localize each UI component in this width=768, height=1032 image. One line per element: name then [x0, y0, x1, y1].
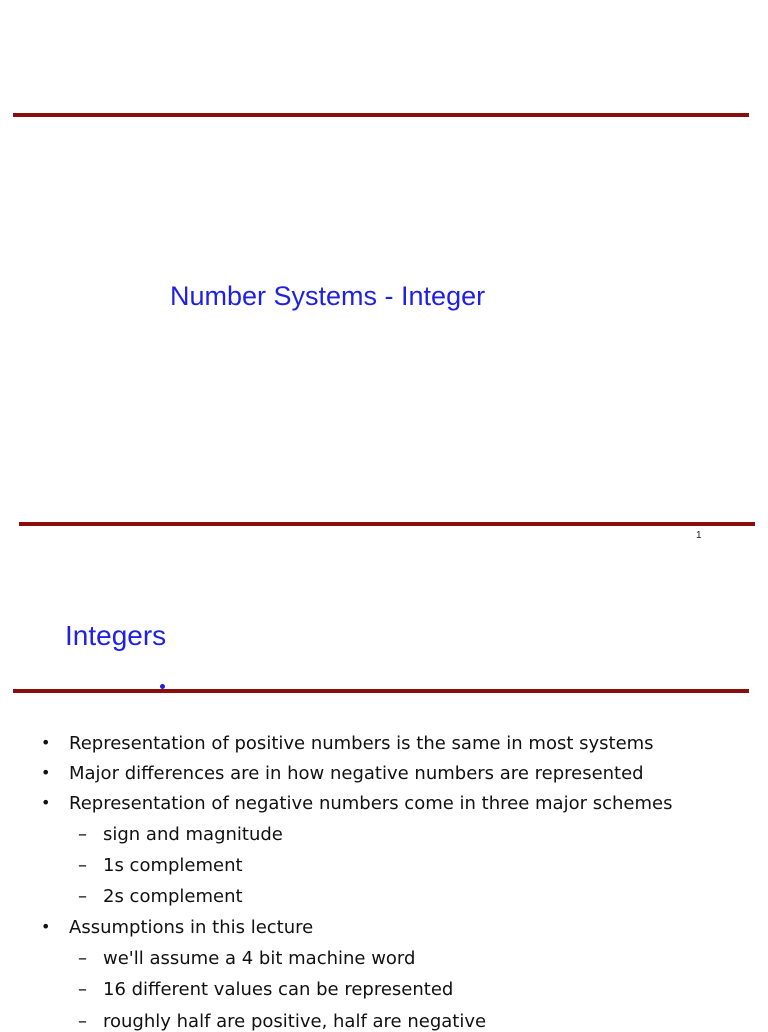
- slide2-title-rule: [13, 689, 749, 693]
- dash-icon: –: [78, 979, 87, 1000]
- slide1-title: Number Systems - Integer: [170, 281, 486, 311]
- dash-icon: –: [78, 1011, 87, 1032]
- slide2-title: Integers: [65, 620, 167, 651]
- bullet-dot-icon: •: [41, 917, 51, 936]
- bullet-dot-icon: •: [41, 763, 51, 782]
- dash-icon: –: [78, 855, 87, 876]
- dash-icon: –: [78, 886, 87, 907]
- dash-icon: –: [78, 824, 87, 845]
- bullet-dot-icon: •: [41, 793, 51, 812]
- page-number: 1: [696, 530, 702, 541]
- dash-icon: –: [78, 948, 87, 969]
- slide1-bottom-rule: [19, 522, 755, 526]
- bullet-dot-icon: •: [41, 733, 51, 752]
- slide1-top-rule: [13, 113, 749, 117]
